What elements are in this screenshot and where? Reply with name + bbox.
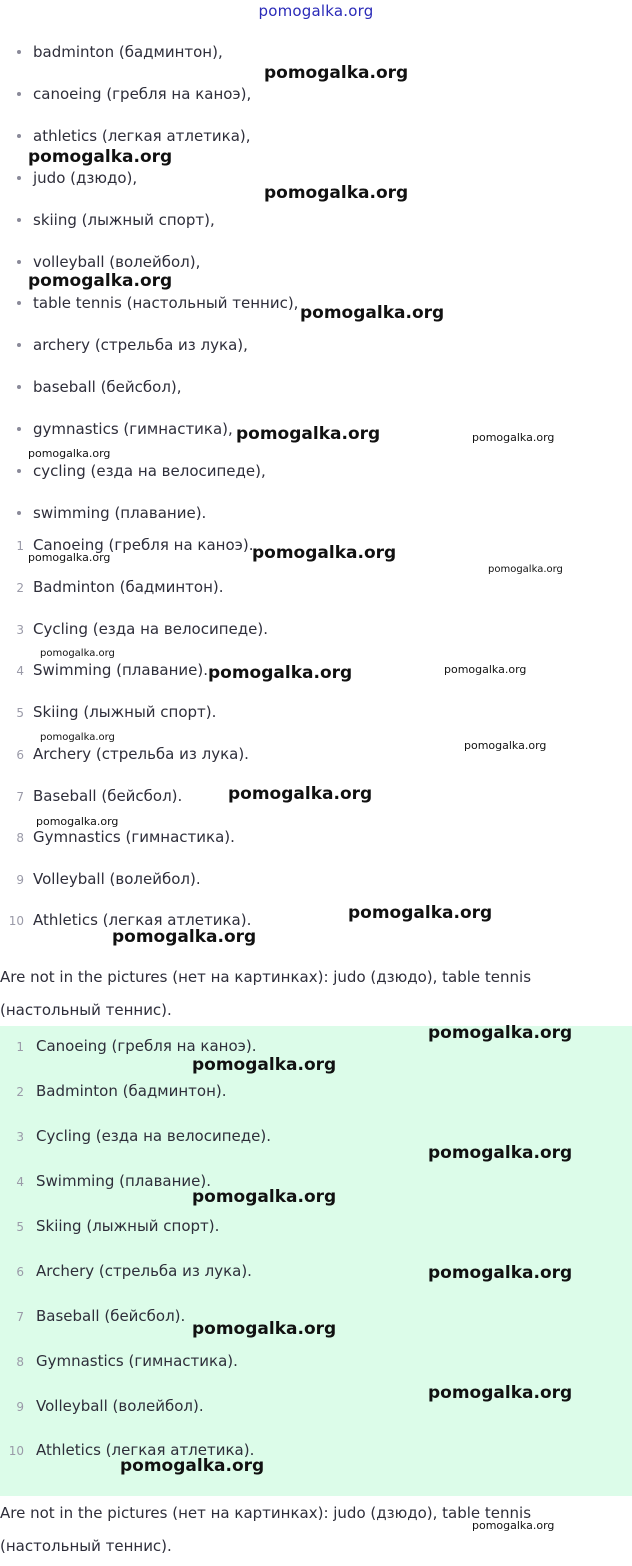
item-text: Skiing (лыжный спорт).: [33, 703, 217, 721]
list-item-text: gymnastics (гимнастика),: [33, 420, 233, 438]
bullet-icon: [17, 92, 21, 96]
item-text: Badminton (бадминтон).: [36, 1082, 227, 1100]
item-number: 6: [16, 1265, 24, 1279]
bullet-icon: [17, 50, 21, 54]
item-text: Athletics (легкая атлетика).: [33, 911, 252, 929]
item-text: Baseball (бейсбол).: [36, 1307, 186, 1325]
bullet-icon: [17, 218, 21, 222]
item-text: Badminton (бадминтон).: [33, 578, 224, 596]
item-text: Archery (стрельба из лука).: [33, 745, 249, 763]
bullet-icon: [17, 260, 21, 264]
item-number: 4: [16, 1175, 24, 1189]
watermark: pomogalka.org: [112, 927, 257, 947]
item-number: 7: [16, 1310, 24, 1324]
watermark: pomogalka.org: [464, 739, 547, 752]
bullet-icon: [17, 427, 21, 431]
item-text: Gymnastics (гимнастика).: [36, 1352, 238, 1370]
watermark: pomogalka.org: [428, 1143, 573, 1163]
watermark: pomogalka.org: [488, 564, 563, 575]
not-in-pictures-note: Are not in the pictures (нет на картинках): judo (дзюдо), table tennis (настольный теннис).: [0, 968, 532, 1019]
watermark: pomogalka.org: [192, 1187, 337, 1207]
watermark: pomogalka.org: [192, 1055, 337, 1075]
watermark: pomogalka.org: [228, 784, 373, 804]
item-number: 9: [16, 873, 24, 887]
list-item-text: baseball (бейсбол),: [33, 378, 182, 396]
item-number: 4: [16, 664, 24, 678]
bullet-icon: [17, 385, 21, 389]
watermark: pomogalka.org: [40, 732, 115, 743]
watermark: pomogalka.org: [300, 303, 445, 323]
bullet-icon: [17, 176, 21, 180]
watermark: pomogalka.org: [348, 903, 493, 923]
item-text: Gymnastics (гимнастика).: [33, 828, 235, 846]
header-watermark: pomogalka.org: [258, 2, 374, 20]
item-number: 3: [16, 1130, 24, 1144]
item-number: 7: [16, 790, 24, 804]
watermark: pomogalka.org: [208, 663, 353, 683]
item-text: Cycling (езда на велосипеде).: [33, 620, 268, 638]
bullet-icon: [17, 469, 21, 473]
watermark: pomogalka.org: [28, 271, 173, 291]
item-text: Baseball (бейсбол).: [33, 787, 183, 805]
list-item-text: skiing (лыжный спорт),: [33, 211, 215, 229]
item-text: Swimming (плавание).: [36, 1172, 212, 1190]
item-text: Volleyball (волейбол).: [33, 870, 201, 888]
item-number: 2: [16, 581, 24, 595]
watermark: pomogalka.org: [28, 447, 111, 460]
item-number: 10: [8, 914, 24, 928]
watermark: pomogalka.org: [428, 1023, 573, 1043]
list-item-text: cycling (езда на велосипеде),: [33, 462, 266, 480]
item-text: Archery (стрельба из лука).: [36, 1262, 252, 1280]
item-text: Volleyball (волейбол).: [36, 1397, 204, 1415]
list-item-text: athletics (легкая атлетика),: [33, 127, 251, 145]
item-number: 8: [16, 1355, 24, 1369]
list-item-text: archery (стрельба из лука),: [33, 336, 248, 354]
watermark: pomogalka.org: [428, 1383, 573, 1403]
watermark: pomogalka.org: [28, 551, 111, 564]
item-text: Canoeing (гребля на каноэ).: [33, 536, 254, 554]
watermark: pomogalka.org: [264, 63, 409, 83]
watermark: pomogalka.org: [236, 424, 381, 444]
item-number: 1: [16, 1040, 24, 1054]
list-item-text: swimming (плавание).: [33, 504, 207, 522]
item-number: 9: [16, 1400, 24, 1414]
list-item-text: canoeing (гребля на каноэ),: [33, 85, 252, 103]
watermark: pomogalka.org: [192, 1319, 337, 1339]
bullet-icon: [17, 511, 21, 515]
bullet-icon: [17, 301, 21, 305]
item-text: Cycling (езда на велосипеде).: [36, 1127, 271, 1145]
item-number: 1: [16, 539, 24, 553]
not-in-pictures-note: Are not in the pictures (нет на картинках): judo (дзюдо), table tennis (настольный теннис).: [0, 1504, 532, 1555]
item-text: Canoeing (гребля на каноэ).: [36, 1037, 257, 1055]
watermark: pomogalka.org: [444, 663, 527, 676]
item-number: 5: [16, 1220, 24, 1234]
bullet-icon: [17, 134, 21, 138]
watermark: pomogalka.org: [36, 815, 119, 828]
watermark: pomogalka.org: [28, 147, 173, 167]
item-number: 6: [16, 748, 24, 762]
list-item-text: judo (дзюдо),: [33, 169, 138, 187]
watermark: pomogalka.org: [472, 431, 555, 444]
item-number: 5: [16, 706, 24, 720]
bullet-icon: [17, 343, 21, 347]
watermark: pomogalka.org: [428, 1263, 573, 1283]
list-item-text: table tennis (настольный теннис),: [33, 294, 299, 312]
item-number: 10: [8, 1444, 24, 1458]
item-number: 8: [16, 831, 24, 845]
item-number: 2: [16, 1085, 24, 1099]
item-text: Athletics (легкая атлетика).: [36, 1441, 255, 1459]
watermark: pomogalka.org: [252, 543, 397, 563]
watermark: pomogalka.org: [40, 648, 115, 659]
item-text: Swimming (плавание).: [33, 661, 209, 679]
watermark: pomogalka.org: [472, 1519, 555, 1532]
list-item-text: volleyball (волейбол),: [33, 253, 201, 271]
list-item-text: badminton (бадминтон),: [33, 43, 223, 61]
item-text: Skiing (лыжный спорт).: [36, 1217, 220, 1235]
watermark: pomogalka.org: [264, 183, 409, 203]
watermark: pomogalka.org: [120, 1456, 265, 1476]
item-number: 3: [16, 623, 24, 637]
